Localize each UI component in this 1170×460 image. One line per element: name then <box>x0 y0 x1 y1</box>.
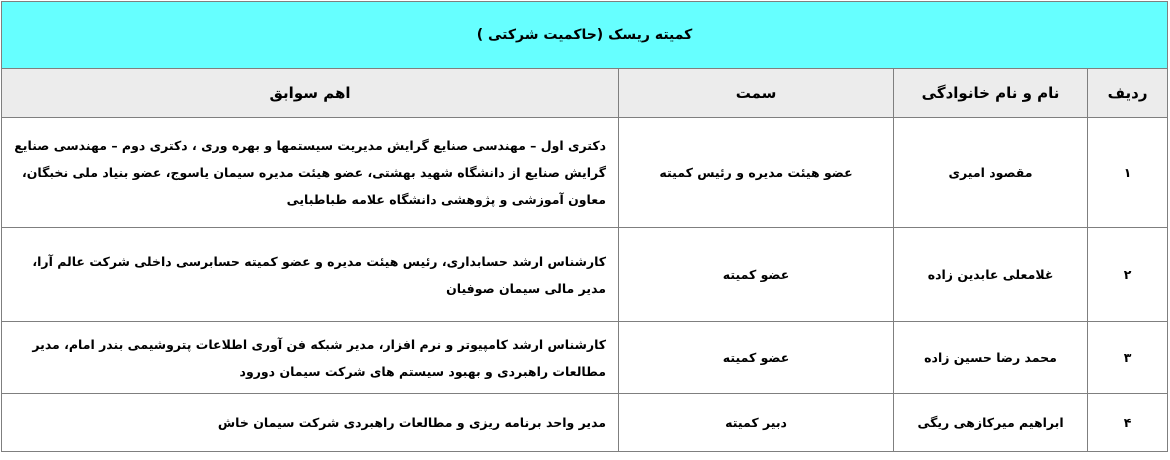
member-position: عضو هیئت مدیره و رئیس کمیته <box>619 118 894 228</box>
member-name: محمد رضا حسین زاده <box>894 322 1088 394</box>
member-history: دکتری اول – مهندسی صنایع گرایش مدیریت سیستمها و بهره وری ، دکتری دوم – مهندسی صنایع گرایش صنایع از دانشگاه شهید بهشتی، عضو هیئت مدیره سیمان یاسوج، عضو بنیاد ملی نخبگان، معاون آموزشی و پژوهشی دانشگاه علامه طباطبایی <box>2 118 619 228</box>
table-row <box>2 228 1168 322</box>
member-history: مدیر واحد برنامه ریزی و مطالعات راهبردی شرکت سیمان خاش <box>2 394 619 452</box>
member-name: ابراهیم میرکازهی ریگی <box>894 394 1088 452</box>
member-name: غلامعلی عابدین زاده <box>894 228 1088 322</box>
table-header-row <box>2 69 1168 118</box>
member-name: مقصود امیری <box>894 118 1088 228</box>
member-history: کارشناس ارشد حسابداری، رئیس هیئت مدیره و عضو کمیته حسابرسی داخلی شرکت عالم آرا، مدیر مالی سیمان صوفیان <box>2 228 619 322</box>
table-title-row <box>2 2 1168 69</box>
row-number: ۴ <box>1088 394 1168 452</box>
risk-committee-table-wrapper <box>1 1 1167 452</box>
member-history: کارشناس ارشد کامپیوتر و نرم افزار، مدیر شبکه فن آوری اطلاعات پتروشیمی بندر امام، مدیر مطالعات راهبردی و بهبود سیستم های شرکت سیمان دورود <box>2 322 619 394</box>
row-number: ۲ <box>1088 228 1168 322</box>
member-position: عضو کمیته <box>619 322 894 394</box>
risk-committee-table <box>1 1 1168 452</box>
header-row-number: ردیف <box>1088 69 1168 118</box>
member-position: دبیر کمیته <box>619 394 894 452</box>
table-row <box>2 394 1168 452</box>
header-position: سمت <box>619 69 894 118</box>
row-number: ۳ <box>1088 322 1168 394</box>
table-row <box>2 322 1168 394</box>
header-history: اهم سوابق <box>2 69 619 118</box>
table-title: کمیته ریسک (حاکمیت شرکتی ) <box>2 2 1168 69</box>
member-position: عضو کمیته <box>619 228 894 322</box>
table-row <box>2 118 1168 228</box>
row-number: ۱ <box>1088 118 1168 228</box>
header-full-name: نام و نام خانوادگی <box>894 69 1088 118</box>
